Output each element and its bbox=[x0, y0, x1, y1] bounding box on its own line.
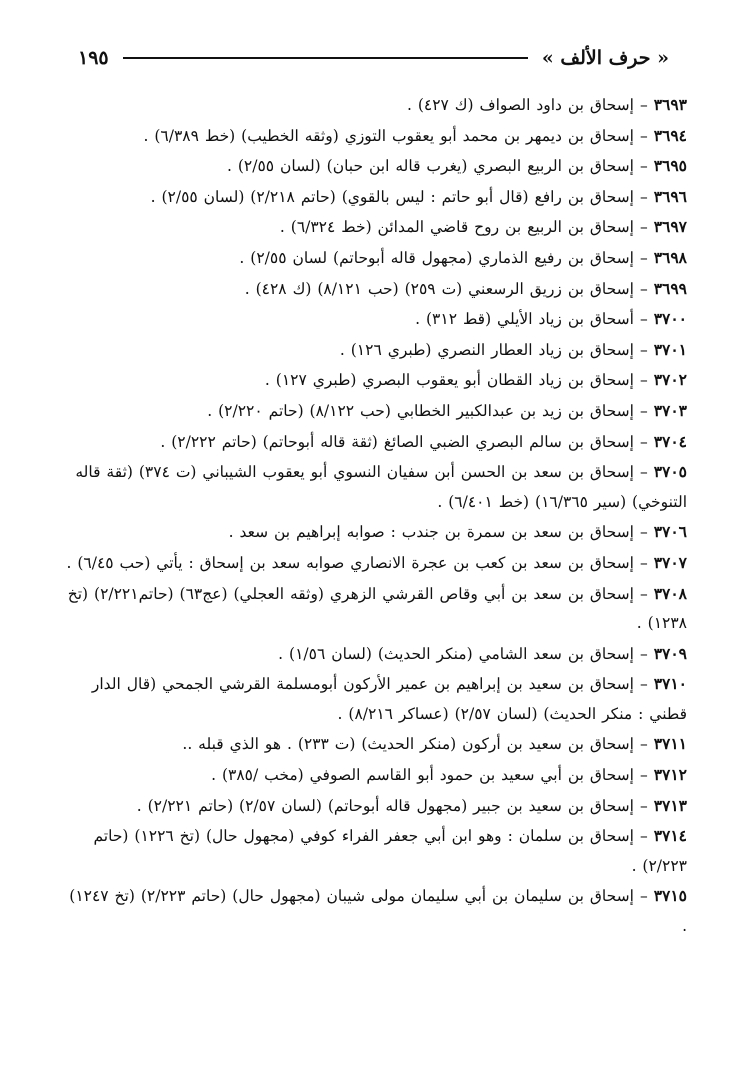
entry-list bbox=[60, 90, 687, 942]
entry-number: ٣٧١٥ bbox=[653, 886, 687, 906]
entry bbox=[60, 335, 687, 366]
header-rule bbox=[123, 57, 528, 59]
entry-number: ٣٧٠٨ bbox=[653, 583, 687, 603]
entry bbox=[60, 212, 687, 243]
entry-separator: – bbox=[639, 157, 648, 176]
entry-separator: – bbox=[639, 218, 648, 237]
entry bbox=[60, 243, 687, 274]
entry-number: ٣٧٠٣ bbox=[653, 400, 687, 420]
entry-separator: – bbox=[639, 340, 648, 359]
entry-text: إسحاق بن أبي سعيد بن حمود أبو القاسم الصوفي (مخب /٣٨٥) . bbox=[211, 766, 634, 785]
entry-text: إسحاق بن سعد بن أبي وقاص القرشي الزهري (وثقه العجلي) (عج٦٣) (حاتم٢/٢٢١) (تخ ١٢٣٨) . bbox=[67, 584, 687, 633]
entry-number: ٣٧٠٠ bbox=[653, 309, 687, 329]
page-header bbox=[78, 38, 669, 78]
running-title: « حرف الألف » bbox=[541, 47, 669, 69]
entry-number: ٣٧١١ bbox=[653, 734, 687, 754]
entry bbox=[60, 517, 687, 548]
entry bbox=[60, 548, 687, 579]
entry-text: إسحاق بن سعد الشامي (منكر الحديث) (لسان ١/٥٦) . bbox=[278, 644, 634, 663]
entry-separator: – bbox=[639, 553, 648, 572]
entry-text: إسحاق بن زيد بن عبدالكبير الخطابي (حب ٨/١٢٢) (حاتم ٢/٢٢٠) . bbox=[207, 401, 634, 420]
entry-text: إسحاق بن داود الصواف (ك ٤٢٧) . bbox=[406, 96, 634, 114]
entry-number: ٣٧١٣ bbox=[653, 795, 687, 815]
page-number: ١٩٥ bbox=[78, 47, 109, 69]
entry-text: إسحاق بن سالم البصري الضبي الصائغ (ثقة قاله أبوحاتم) (حاتم ٢/٢٢٢) . bbox=[160, 432, 634, 451]
entry bbox=[60, 365, 687, 396]
entry bbox=[60, 182, 687, 213]
entry-number: ٣٦٩٧ bbox=[653, 217, 687, 237]
entry-number: ٣٧٠٧ bbox=[653, 552, 687, 572]
entry-separator: – bbox=[639, 463, 648, 482]
entry-text: إسحاق بن زريق الرسعني (ت ٢٥٩) (حب ٨/١٢١) (ك ٤٢٨) . bbox=[244, 279, 634, 298]
entry-separator: – bbox=[639, 96, 648, 114]
entry bbox=[60, 729, 687, 760]
entry-text: إسحاق بن زياد القطان أبو يعقوب البصري (طبري ١٢٧) . bbox=[264, 371, 634, 390]
entry-text: إسحاق بن سعيد بن جبير (مجهول قاله أبوحاتم) (لسان ٢/٥٧) (حاتم ٢/٢٢١) . bbox=[136, 796, 634, 815]
entry bbox=[60, 760, 687, 791]
entry-separator: – bbox=[639, 371, 648, 390]
entry-text: إسحاق بن سعيد بن أركون (منكر الحديث) (ت ٢٣٣) . هو الذي قبله .. bbox=[182, 735, 634, 754]
entry-number: ٣٦٩٨ bbox=[653, 247, 687, 267]
entry bbox=[60, 396, 687, 427]
entry-text: إسحاق بن رافع (قال أبو حاتم : ليس بالقوي) (حاتم ٢/٢١٨) (لسان ٢/٥٥) . bbox=[150, 187, 634, 206]
entry-text: إسحاق بن رفيع الذماري (مجهول قاله أبوحاتم) لسان ٢/٥٥) . bbox=[239, 248, 634, 267]
entry bbox=[60, 881, 687, 941]
entry-number: ٣٦٩٦ bbox=[653, 186, 687, 206]
entry bbox=[60, 304, 687, 335]
entry-number: ٣٦٩٤ bbox=[653, 125, 687, 145]
entry-separator: – bbox=[639, 523, 648, 542]
entry-text: إسحاق بن سعد بن كعب بن عجرة الانصاري صوابه سعد بن إسحاق : يأتي (حب ٦/٤٥) . bbox=[66, 553, 634, 572]
entry-text: إسحاق بن الربيع بن روح قاضي المدائن (خط ٦/٣٢٤) . bbox=[279, 218, 634, 237]
entry-separator: – bbox=[639, 248, 648, 267]
entry bbox=[60, 579, 687, 639]
entry-number: ٣٧١٤ bbox=[653, 826, 687, 846]
entry-separator: – bbox=[639, 432, 648, 451]
entry-separator: – bbox=[639, 675, 648, 694]
entry bbox=[60, 791, 687, 822]
entry-text: أسحاق بن زياد الأيلي (قط ٣١٢) . bbox=[415, 310, 634, 329]
entry-separator: – bbox=[639, 887, 648, 906]
entry bbox=[60, 90, 687, 121]
entry-separator: – bbox=[639, 310, 648, 329]
entry-number: ٣٧٠٢ bbox=[653, 370, 687, 390]
entry-separator: – bbox=[639, 796, 648, 815]
entry-separator: – bbox=[639, 735, 648, 754]
entry bbox=[60, 274, 687, 305]
entry bbox=[60, 669, 687, 729]
entry-text: إسحاق بن سليمان بن أبي سليمان مولى شيبان (مجهول حال) (حاتم ٢/٢٢٣) (تخ ١٢٤٧) . bbox=[69, 887, 687, 936]
entry-text: إسحاق بن سعد بن سمرة بن جندب : صوابه إبراهيم بن سعد . bbox=[228, 523, 634, 542]
entry-number: ٣٧٠٥ bbox=[653, 462, 687, 482]
entry-separator: – bbox=[639, 401, 648, 420]
entry-separator: – bbox=[639, 187, 648, 206]
entry-number: ٣٦٩٣ bbox=[653, 95, 687, 114]
entry-separator: – bbox=[639, 279, 648, 298]
entry bbox=[60, 121, 687, 152]
entry-number: ٣٧٠٤ bbox=[653, 431, 687, 451]
entry bbox=[60, 821, 687, 881]
entry bbox=[60, 457, 687, 517]
entry-separator: – bbox=[639, 644, 648, 663]
entry-text: إسحاق بن سعد بن الحسن أبن سفيان النسوي أبو يعقوب الشيباني (ت ٣٧٤) (ثقة قاله التنوخي) (سير ١٦/٣٦٥) (خط ٦/٤٠١) . bbox=[75, 463, 687, 511]
entry-separator: – bbox=[639, 126, 648, 145]
entry-text: إسحاق بن سعيد بن إبراهيم بن عمير الأركون أبومسلمة القرشي الجمحي (قال الدار قطني : منكر الحديث) (لسان ٢/٥٧) (عساكر ٨/٢١٦) . bbox=[91, 675, 687, 723]
entry bbox=[60, 639, 687, 670]
entry-text: إسحاق بن ديمهر بن محمد أبو يعقوب التوزي (وثقه الخطيب) (خط ٦/٣٨٩) . bbox=[143, 126, 634, 145]
entry-separator: – bbox=[639, 584, 648, 603]
entry-number: ٣٧٠١ bbox=[653, 339, 687, 359]
entry-text: إسحاق بن زياد العطار النصري (طبري ١٢٦) . bbox=[339, 340, 634, 359]
entry-number: ٣٦٩٥ bbox=[653, 156, 687, 176]
entry-number: ٣٧١٠ bbox=[653, 674, 687, 694]
entry-text: إسحاق بن الربيع البصري (يغرب قاله ابن حبان) (لسان ٢/٥٥) . bbox=[226, 157, 634, 176]
entry bbox=[60, 151, 687, 182]
entry-number: ٣٧٠٦ bbox=[653, 522, 687, 542]
entry-number: ٣٦٩٩ bbox=[653, 278, 687, 298]
entry bbox=[60, 427, 687, 458]
entry-separator: – bbox=[639, 827, 648, 846]
entry-text: إسحاق بن سلمان : وهو ابن أبي جعفر الفراء كوفي (مجهول حال) (تخ ١٢٢٦) (حاتم ٢/٢٢٣) . bbox=[93, 827, 687, 875]
entry-number: ٣٧١٢ bbox=[653, 765, 687, 785]
entry-separator: – bbox=[639, 766, 648, 785]
entry-number: ٣٧٠٩ bbox=[653, 643, 687, 663]
